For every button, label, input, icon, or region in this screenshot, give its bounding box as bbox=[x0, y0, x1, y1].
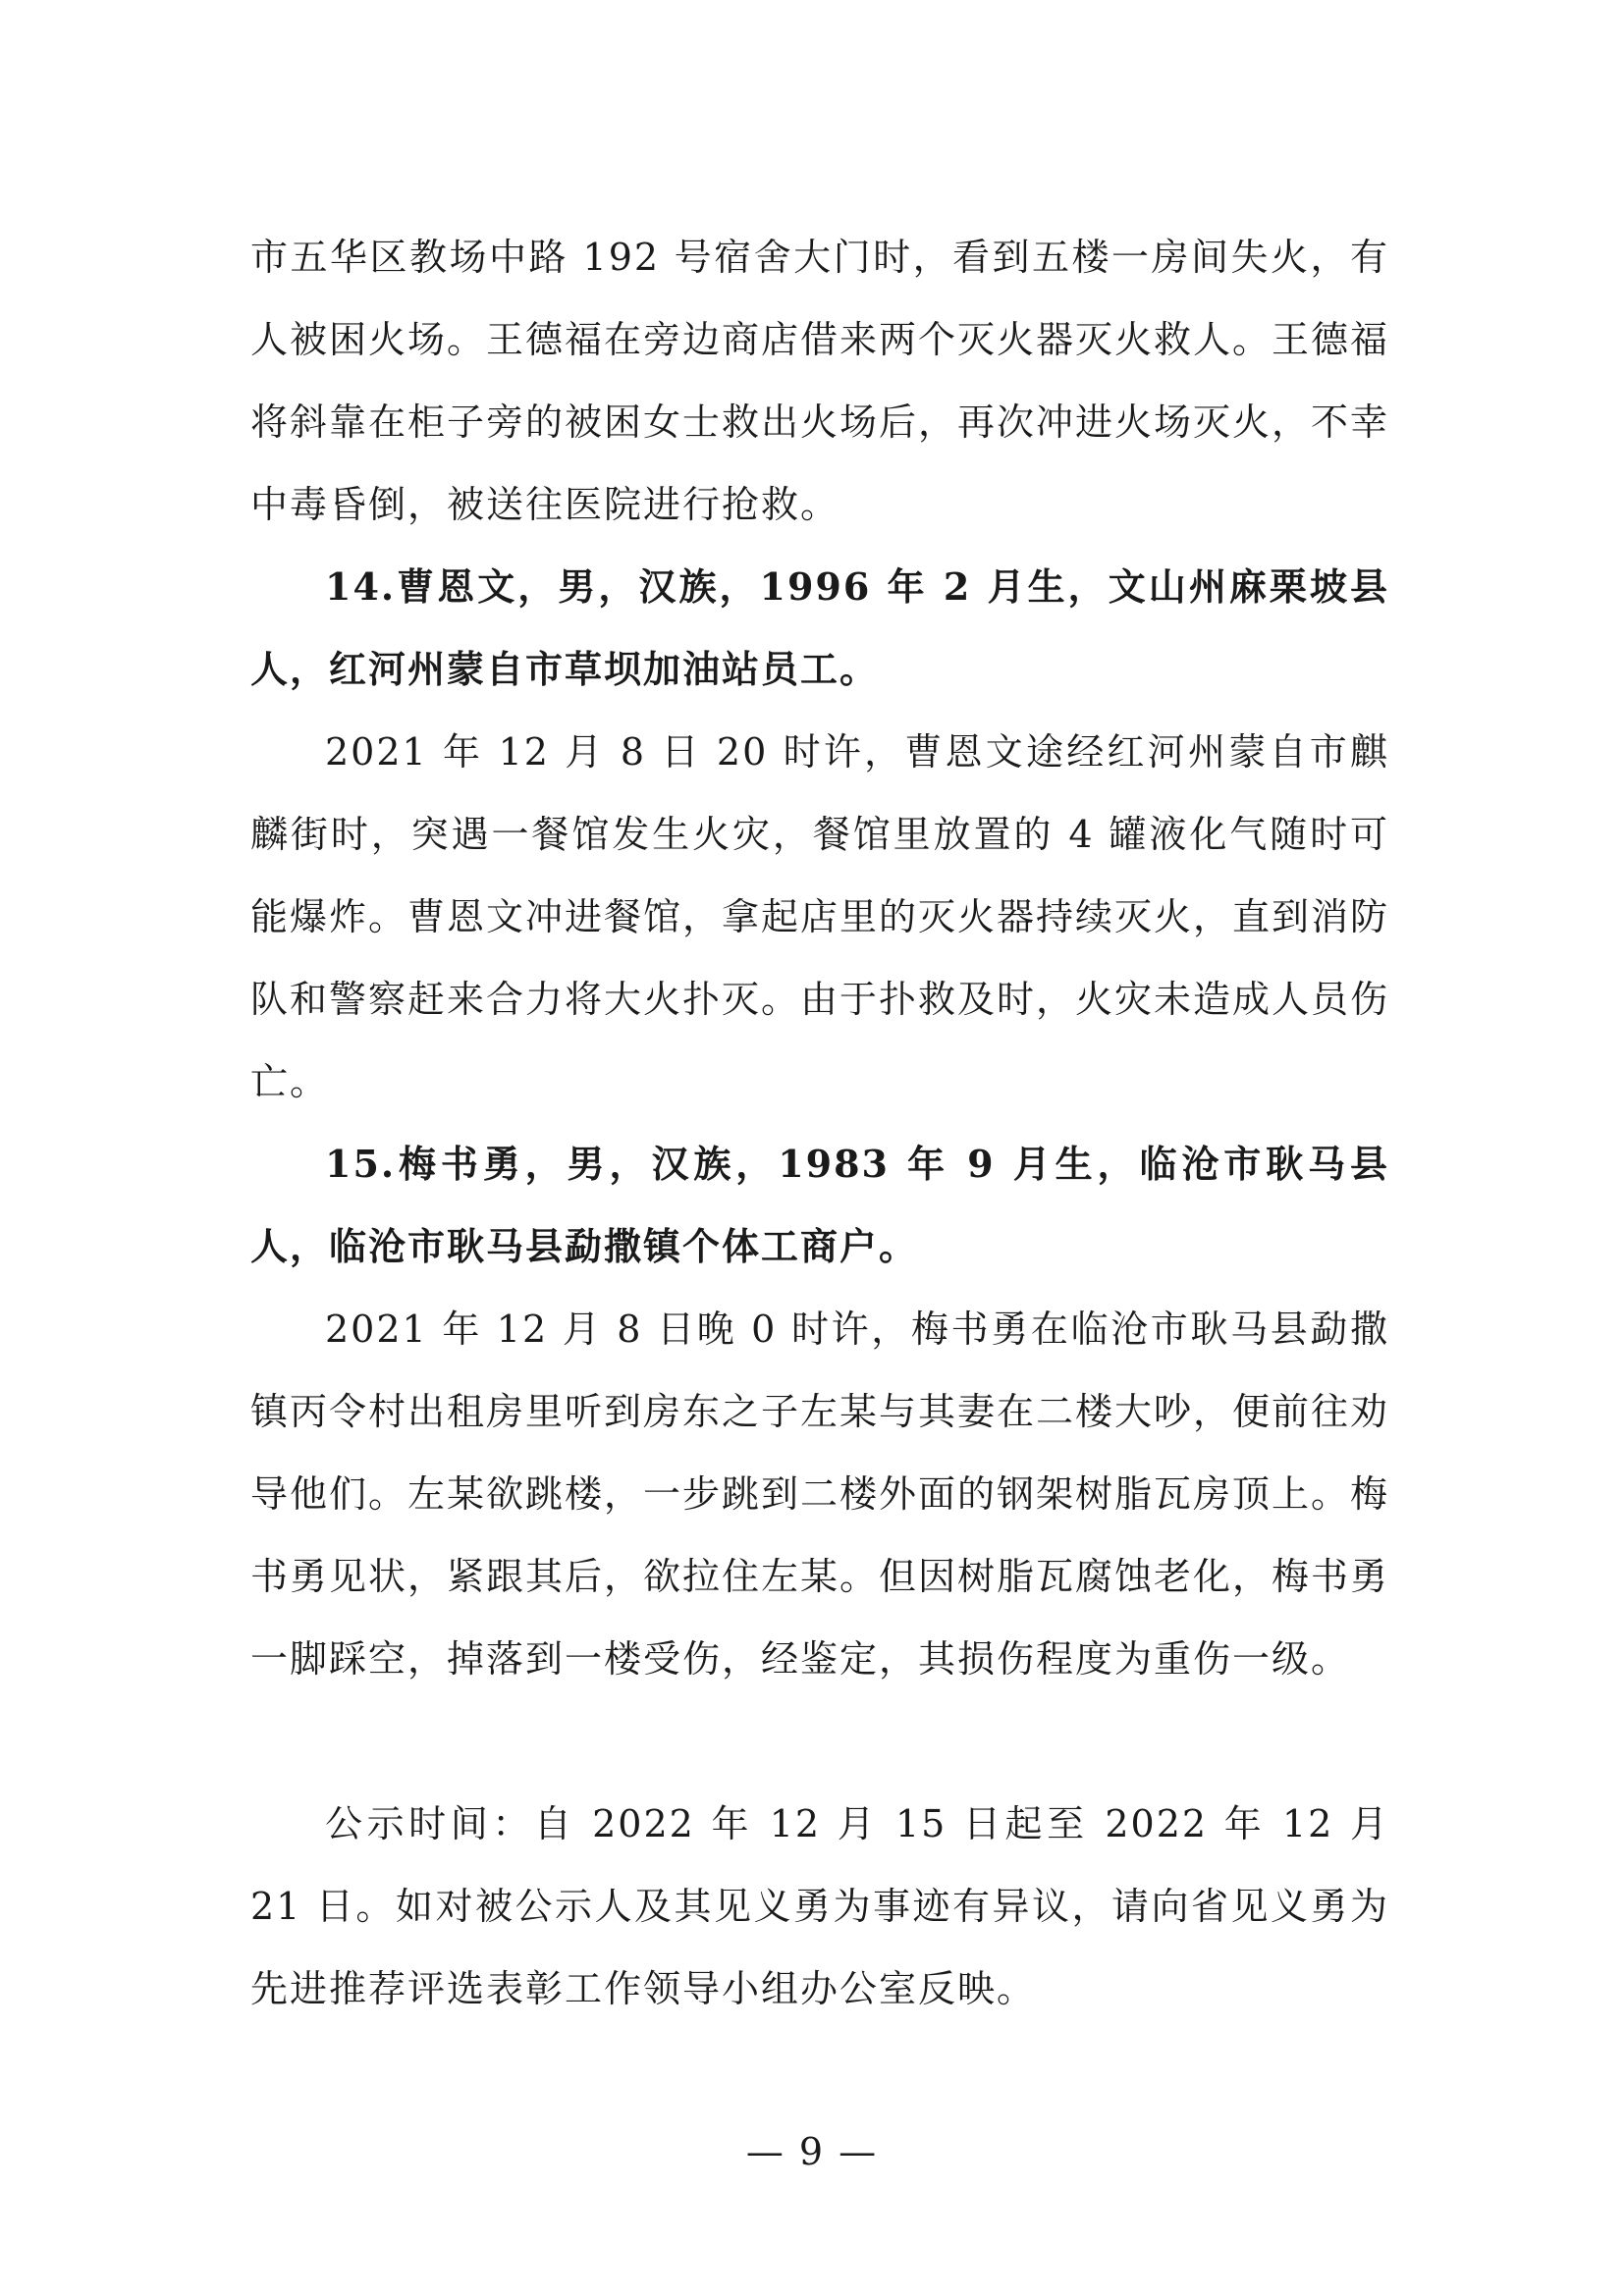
paragraph-person-14: 2021 年 12 月 8 日 20 时许，曹恩文途经红河州蒙自市麒麟街时，突遇一餐馆发生火灾，餐馆里放置的 4 罐液化气随时可能爆炸。曹恩文冲进餐馆，拿起店里的灭火器持续灭火，直到消防队和警察赶来合力将大火扑灭。由于扑救及时，火灾未造成人员伤亡。 bbox=[250, 730, 1390, 1103]
notice-paragraph: 公示时间：自 2022 年 12 月 15 日起至 2022 年 12 月 21 日。如对被公示人及其见义勇为事迹有异议，请向省见义勇为先进推荐评选表彰工作领导小组办公室反映。 bbox=[250, 1802, 1389, 2010]
paragraph-person-15: 2021 年 12 月 8 日晚 0 时许，梅书勇在临沧市耿马县勐撒镇丙令村出租房里听到房东之子左某与其妻在二楼大吵，便前往劝导他们。左某欲跳楼，一步跳到二楼外面的钢架树脂瓦房顶上。梅书勇见状，紧跟其后，欲拉住左某。但因树脂瓦腐蚀老化，梅书勇一脚踩空，掉落到一楼受伤，经鉴定，其损伤程度为重伤一级。 bbox=[250, 1308, 1390, 1681]
page-number: — 9 — bbox=[745, 2130, 879, 2173]
document-body bbox=[250, 216, 1389, 2030]
heading-person-15: 15.梅书勇，男，汉族，1983 年 9 月生，临沧市耿马县人，临沧市耿马县勐撒镇个体工商户。 bbox=[250, 1142, 1389, 1268]
paragraph-continued: 市五华区教场中路 192 号宿舍大门时，看到五楼一房间失火，有人被困火场。王德福在旁边商店借来两个灭火器灭火救人。王德福将斜靠在柜子旁的被困女士救出火场后，再次冲进火场灭火，不幸中毒昏倒，被送往医院进行抢救。 bbox=[250, 236, 1390, 526]
heading-person-14: 14.曹恩文，男，汉族，1996 年 2 月生，文山州麻栗坡县人，红河州蒙自市草坝加油站员工。 bbox=[250, 564, 1389, 691]
paragraph-gap bbox=[250, 1700, 1389, 1783]
